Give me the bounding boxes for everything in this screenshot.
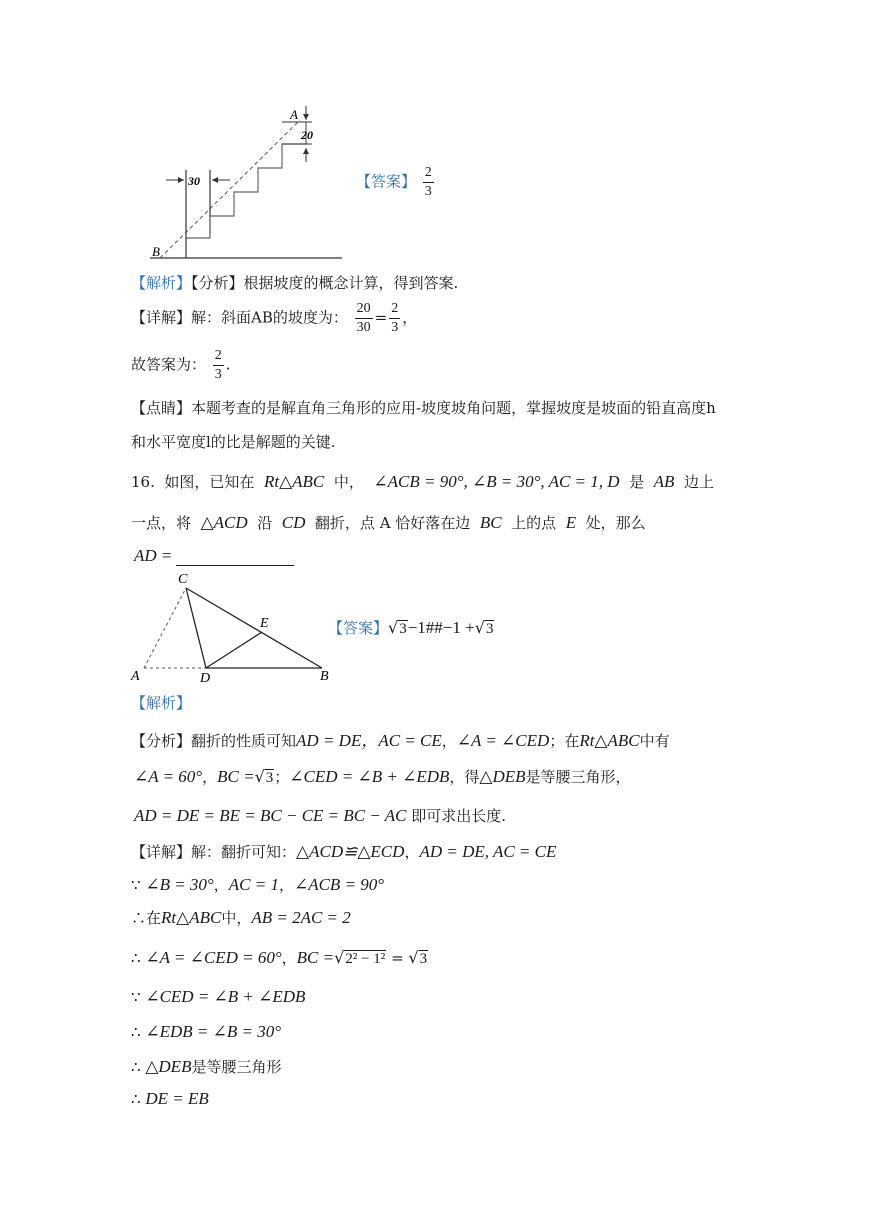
q16-detail-step6 [131,1056,281,1077]
math-expr: △ACD≌△ECD [296,842,405,861]
question-text: 中， [333,473,364,491]
q15-detail [131,302,417,335]
therefore-symbol: ∴ [131,1058,141,1076]
q16-analysis-line2 [134,766,631,787]
math-expr: AD = DE = BE = BC − CE = BC − AC [134,806,407,825]
math-expr: BC = [296,948,335,967]
q16-line1 [131,471,714,492]
analysis-text: 根据坡度的概念计算，得到答案. [243,274,459,292]
math-expr: CD [281,513,306,532]
math-expr: Rt△ABC [161,908,222,927]
math-expr: AB = 2AC = 2 [251,908,351,927]
fraction-denominator: 3 [214,367,222,382]
analysis-text: ； [274,768,290,786]
sqrt-symbol: √ [334,948,345,967]
answer-blank [176,551,294,566]
answer-text: −1##−1 + [407,618,475,637]
stairs-label-b: B [152,244,160,259]
q16-detail-step2 [131,907,351,928]
math-expr: BC = [217,767,255,786]
stairs-dim-30: 30 [188,174,200,188]
q15-analysis [131,272,458,293]
detail-text: ， [213,876,229,894]
comment-tag: 【点睛】 [131,399,192,417]
detail-tag: 【详解】 [131,843,192,861]
fenxi-tag: 【分析】 [131,732,192,750]
q16-answer [328,617,494,638]
q16-detail-step3 [131,947,428,968]
math-expr: ∠A = ∠CED = 60° [145,948,282,967]
comment-text: 本题考查的是解直角三角形的应用-坡度坡角问题，掌握坡度是坡面的铅直高度h [191,399,716,417]
math-expr: AD = DE，AC = CE [296,731,442,750]
analysis-text: ，得 [449,768,480,786]
tri-label-b: B [320,669,329,684]
detail-text: ， [404,843,420,861]
math-expr: AD = DE, AC = CE [419,842,557,861]
analysis-text: ；在 [549,732,580,750]
question-text: 一点，将 [131,514,192,532]
fraction-numerator: 2 [423,166,434,183]
math-expr: AB [653,472,675,491]
math-expr: ∠ACB = 90°, ∠B = 30°, AC = 1, D [373,472,620,491]
analysis-text: 中有 [639,732,670,750]
equals-sign: = [391,949,404,967]
question-text: 沿 [257,514,273,532]
sqrt-content: 3 [485,621,494,637]
question-text: 上的点 [511,514,557,532]
answer-fraction [423,166,434,199]
stairs-dim-20: 20 [301,128,313,142]
sqrt-symbol: √ [408,948,419,967]
question-number: 16. [131,473,155,491]
conclusion-text: 故答案为： [131,355,207,374]
tri-label-e: E [260,616,269,631]
sqrt-content: 2² − 1² [345,951,386,967]
q15-comment-line2 [131,431,336,452]
math-expr: ∠EDB = ∠B = 30° [145,1022,281,1041]
fenxi-tag: 【分析】 [191,274,244,292]
analysis-text: ， [202,768,218,786]
q16-analysis-line1 [131,726,670,751]
analysis-tag: 【解析】 [131,274,192,292]
q16-analysis-line3 [134,805,506,826]
detail-text: ， [278,876,294,894]
math-expr: Rt△ABC [263,472,325,491]
q15-comment-line1 [131,397,716,418]
math-expr: ∠B = 30° [145,875,214,894]
equals-sign: = [374,308,388,327]
tri-label-a: A [131,669,140,684]
fraction-denominator: 3 [424,184,432,199]
comma: ， [402,308,418,327]
triangle-figure [126,568,336,686]
conclusion-fraction [213,349,224,382]
q16-detail-step1 [131,874,384,895]
math-expr: Rt△ABC [579,731,640,750]
q16-detail-step5 [131,1022,281,1042]
question-text: 边上 [684,473,715,491]
detail-text: ， [281,949,297,967]
analysis-text: ， [441,732,457,750]
detail-text: 解：翻折可知： [191,843,297,861]
analysis-text: 翻折的性质可知 [191,732,297,750]
math-expr: AC = 1 [228,875,279,894]
q16-line2 [131,512,646,533]
slope-line [160,120,300,258]
math-expr: ∠A = 60° [134,767,203,786]
math-expr: △ACD [200,513,248,532]
q16-line3 [134,546,294,566]
comment-text: 和水平宽度l的比是解题的关键. [131,433,336,451]
math-expr: ∠A = ∠CED [456,731,550,750]
math-expr: ∠CED = ∠B + ∠EDB [289,767,450,786]
q16-detail-line1 [131,841,556,862]
fraction-denominator: 30 [356,320,371,335]
therefore-text: ∴在 [131,909,162,927]
answer-tag: 【答案】 [356,172,417,191]
because-symbol: ∵ [131,876,141,894]
answer-tag: 【答案】 [328,619,389,637]
sqrt-symbol: √ [474,618,485,637]
detail-text: 是等腰三角形 [191,1058,282,1076]
detail-tag: 【详解】 [131,308,192,327]
stairs-figure [140,104,350,264]
tri-label-c: C [178,572,188,587]
math-expr: ∠CED = ∠B + ∠EDB [145,987,306,1006]
question-text: 是 [629,473,645,491]
fraction-numerator: 2 [389,302,400,319]
question-text: 如图，已知在 [164,473,255,491]
q15-answer [356,166,436,199]
sqrt-symbol: √ [388,618,399,637]
sqrt-content: 3 [419,951,428,967]
detail-text: 解：斜面AB的坡度为： [191,308,348,327]
math-expr: ∠ACB = 90° [293,875,385,894]
detail-text: 中， [221,909,252,927]
tri-label-d: D [200,671,211,686]
period: . [225,355,231,374]
sqrt-content: 3 [265,770,274,786]
therefore-symbol: ∴ [131,1023,141,1041]
fraction-numerator: 20 [355,302,373,319]
therefore-symbol: ∴ [131,949,141,967]
math-expr: E [565,513,577,532]
fraction-numerator: 2 [213,349,224,366]
sqrt-content: 3 [399,621,407,637]
math-expr: BC [479,513,502,532]
fraction-denominator: 3 [391,320,399,335]
math-expr: △DEB [145,1057,192,1076]
therefore-symbol: ∴ [131,1090,141,1108]
detail-fraction-2 [389,302,400,335]
math-expr: DE = EB [145,1089,209,1108]
question-text: 翻折，点 A 恰好落在边 [314,514,471,532]
sqrt-symbol: √ [254,767,265,786]
q15-conclusion [131,349,231,382]
question-text: 处，那么 [585,514,646,532]
because-symbol: ∵ [131,988,141,1006]
q16-detail-step4 [131,987,305,1007]
q16-analysis-tag: 【解析】 [131,694,192,712]
math-expr: △DEB [479,767,526,786]
analysis-text: 即可求出长度. [411,807,507,825]
q16-detail-step7 [131,1089,209,1109]
steps [186,122,306,238]
stairs-label-a: A [290,107,298,122]
math-expr: AD = [134,546,173,565]
detail-fraction-1 [355,302,373,335]
analysis-text: 是等腰三角形， [525,768,631,786]
